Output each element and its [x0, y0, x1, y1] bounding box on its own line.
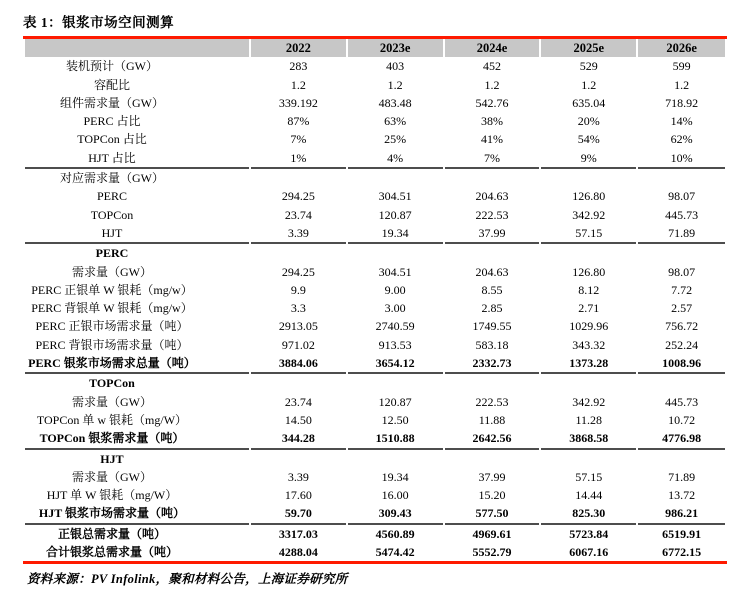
table-row [25, 504, 725, 524]
row-label: HJT [25, 224, 249, 244]
value-cell: 6067.16 [569, 545, 609, 560]
header-cell-year: 2022 [251, 39, 346, 57]
table-row [25, 374, 725, 392]
row-label: PERC 占比 [83, 114, 141, 129]
table-row [25, 244, 725, 262]
table-row [25, 57, 725, 75]
value-cell [348, 374, 443, 392]
table-row [25, 76, 725, 94]
value-cell: 4969.61 [472, 526, 512, 541]
row-label: TOPCon [89, 376, 135, 391]
value-cell: 1% [251, 149, 346, 169]
value-cell: 14.44 [575, 488, 603, 503]
table-row [25, 429, 725, 449]
table-row [25, 263, 725, 281]
value-cell: 9.00 [384, 282, 406, 297]
value-cell [348, 450, 443, 468]
value-cell: 1.2 [290, 77, 306, 92]
value-cell: 204.63 [475, 264, 509, 279]
value-cell [541, 374, 636, 392]
value-cell: 98.07 [668, 264, 696, 279]
value-cell: 1373.28 [541, 354, 636, 374]
value-cell [638, 374, 725, 392]
row-label: 需求量（GW） [71, 469, 152, 484]
value-cell: 483.48 [378, 95, 412, 110]
value-cell: 120.87 [378, 207, 412, 222]
value-cell: 23.74 [284, 207, 312, 222]
table-row [25, 169, 725, 187]
value-cell: 4288.04 [278, 545, 318, 560]
table-row [25, 224, 725, 244]
table-row [25, 149, 725, 169]
row-label: PERC 背银市场需求量（吨） [35, 337, 189, 352]
value-cell: 87% [287, 114, 310, 129]
row-label: PERC 正银市场需求量（吨） [35, 319, 189, 334]
value-cell: 5474.42 [375, 545, 415, 560]
row-label: TOPCon [90, 207, 134, 222]
row-label: 容配比 [93, 77, 130, 92]
value-cell: 2913.05 [278, 319, 318, 334]
value-cell: 343.32 [572, 337, 606, 352]
value-cell: 98.07 [668, 189, 696, 204]
row-label: 装机预计（GW） [65, 59, 158, 74]
value-cell [251, 169, 346, 187]
row-label: TOPCon 单 w 银耗（mg/W） [36, 412, 188, 427]
value-cell: 3884.06 [251, 354, 346, 374]
value-cell: 1.2 [674, 77, 690, 92]
value-cell: 14.50 [284, 412, 312, 427]
value-cell [445, 244, 540, 262]
value-cell: 542.76 [475, 95, 509, 110]
value-cell: 344.28 [251, 429, 346, 449]
value-cell: 6519.91 [662, 526, 702, 541]
value-cell: 7.72 [671, 282, 693, 297]
value-cell: 445.73 [665, 394, 699, 409]
value-cell: 37.99 [478, 469, 506, 484]
value-cell [445, 374, 540, 392]
source-note: 资料来源：PV Infolink，聚和材料公告，上海证券研究所 [27, 572, 348, 587]
row-label: HJT [100, 451, 124, 466]
value-cell: 10.72 [668, 412, 696, 427]
row-label: HJT 银浆市场需求量（吨） [25, 504, 249, 524]
row-label: HJT 占比 [25, 149, 249, 169]
table-row [25, 317, 725, 335]
value-cell: 17.60 [284, 488, 312, 503]
value-cell: 986.21 [638, 504, 725, 524]
value-cell: 8.55 [481, 282, 503, 297]
value-cell: 2642.56 [445, 429, 540, 449]
value-cell: 71.89 [668, 469, 696, 484]
value-cell: 583.18 [475, 337, 509, 352]
value-cell: 1510.88 [348, 429, 443, 449]
value-cell: 204.63 [475, 189, 509, 204]
value-cell: 529 [579, 59, 598, 74]
value-cell: 54% [577, 132, 600, 147]
value-cell: 1749.55 [472, 319, 512, 334]
row-label: PERC 银浆市场需求总量（吨） [25, 354, 249, 374]
value-cell: 294.25 [281, 189, 315, 204]
table-body [25, 57, 725, 561]
row-label: PERC [96, 189, 127, 204]
value-cell [445, 169, 540, 187]
value-cell: 2.71 [578, 301, 600, 316]
value-cell [251, 374, 346, 392]
value-cell: 38% [480, 114, 503, 129]
table-row [25, 299, 725, 317]
value-cell: 403 [386, 59, 405, 74]
value-cell: 445.73 [665, 207, 699, 222]
table-row [25, 206, 725, 224]
value-cell: 252.24 [665, 337, 699, 352]
value-cell: 19.34 [381, 469, 409, 484]
value-cell: 71.89 [638, 224, 725, 244]
value-cell: 1029.96 [569, 319, 609, 334]
table-title: 表 1：银浆市场空间测算 [23, 15, 175, 30]
row-label: 正银总需求量（吨） [57, 526, 166, 541]
value-cell [638, 450, 725, 468]
value-cell: 57.15 [575, 469, 603, 484]
value-cell: 5723.84 [569, 526, 609, 541]
value-cell: 57.15 [541, 224, 636, 244]
value-cell: 120.87 [378, 394, 412, 409]
value-cell [445, 450, 540, 468]
value-cell: 9.9 [290, 282, 306, 297]
row-label: 对应需求量（GW） [59, 171, 164, 186]
value-cell: 11.28 [575, 412, 603, 427]
value-cell: 10% [638, 149, 725, 169]
value-cell: 635.04 [572, 95, 606, 110]
row-label: PERC 背银单 W 银耗（mg/w） [31, 301, 193, 316]
row-label: 需求量（GW） [71, 394, 152, 409]
value-cell: 3317.03 [278, 526, 318, 541]
value-cell: 2740.59 [375, 319, 415, 334]
value-cell: 11.88 [478, 412, 506, 427]
row-label: TOPCon 银浆需求量（吨） [25, 429, 249, 449]
table-row [25, 130, 725, 148]
value-cell: 309.43 [348, 504, 443, 524]
header-cell-year: 2025e [541, 39, 636, 57]
value-cell: 4776.98 [638, 429, 725, 449]
table-header-row [25, 39, 725, 57]
header-cell-year: 2026e [638, 39, 725, 57]
value-cell: 20% [577, 114, 600, 129]
value-cell [348, 244, 443, 262]
value-cell: 222.53 [475, 207, 509, 222]
table-row [25, 336, 725, 354]
table-row [25, 543, 725, 561]
value-cell: 913.53 [378, 337, 412, 352]
value-cell: 63% [384, 114, 407, 129]
value-cell: 339.192 [278, 95, 318, 110]
header-cell-empty [25, 39, 249, 57]
value-cell: 3654.12 [348, 354, 443, 374]
value-cell [638, 244, 725, 262]
value-cell: 825.30 [541, 504, 636, 524]
value-cell: 41% [480, 132, 503, 147]
value-cell: 16.00 [381, 488, 409, 503]
bottom-red-rule [23, 561, 727, 564]
value-cell [638, 169, 725, 187]
table-row [25, 94, 725, 112]
value-cell: 126.80 [572, 189, 606, 204]
market-sizing-table [23, 39, 727, 561]
value-cell [348, 169, 443, 187]
value-cell: 342.92 [572, 207, 606, 222]
value-cell: 222.53 [475, 394, 509, 409]
value-cell: 5552.79 [472, 545, 512, 560]
value-cell: 62% [670, 132, 693, 147]
row-label: TOPCon 占比 [77, 132, 147, 147]
value-cell: 1.2 [581, 77, 597, 92]
value-cell: 2332.73 [445, 354, 540, 374]
value-cell: 126.80 [572, 264, 606, 279]
table-row [25, 411, 725, 429]
table-row [25, 354, 725, 374]
table-row [25, 486, 725, 504]
value-cell: 7% [290, 132, 307, 147]
row-label: PERC [95, 246, 129, 261]
header-cell-year: 2023e [348, 39, 443, 57]
value-cell: 6772.15 [662, 545, 702, 560]
header-cell-year: 2024e [445, 39, 540, 57]
value-cell: 3.39 [251, 224, 346, 244]
value-cell: 2.85 [481, 301, 503, 316]
table-row [25, 281, 725, 299]
table-row [25, 525, 725, 543]
value-cell: 3.39 [287, 469, 309, 484]
value-cell: 25% [384, 132, 407, 147]
row-label: 组件需求量（GW） [59, 95, 164, 110]
value-cell: 971.02 [281, 337, 315, 352]
value-cell: 19.34 [348, 224, 443, 244]
value-cell [251, 450, 346, 468]
value-cell: 7% [445, 149, 540, 169]
value-cell: 452 [482, 59, 501, 74]
value-cell: 9% [541, 149, 636, 169]
value-cell: 577.50 [445, 504, 540, 524]
table-header [25, 39, 725, 57]
row-label: PERC 正银单 W 银耗（mg/w） [31, 282, 193, 297]
table-row [25, 393, 725, 411]
value-cell: 3.3 [290, 301, 306, 316]
value-cell: 1.2 [387, 77, 403, 92]
value-cell: 3868.58 [541, 429, 636, 449]
value-cell: 13.72 [668, 488, 696, 503]
value-cell: 4560.89 [375, 526, 415, 541]
value-cell: 342.92 [572, 394, 606, 409]
value-cell [541, 450, 636, 468]
value-cell: 294.25 [281, 264, 315, 279]
table-row [25, 450, 725, 468]
row-label: HJT 单 W 银耗（mg/W） [46, 488, 178, 503]
value-cell: 1008.96 [638, 354, 725, 374]
value-cell: 23.74 [284, 394, 312, 409]
value-cell [251, 244, 346, 262]
value-cell: 15.20 [478, 488, 506, 503]
value-cell: 599 [672, 59, 691, 74]
value-cell: 37.99 [445, 224, 540, 244]
row-label: 需求量（GW） [71, 264, 152, 279]
value-cell: 3.00 [384, 301, 406, 316]
value-cell: 304.51 [378, 189, 412, 204]
value-cell: 304.51 [378, 264, 412, 279]
value-cell: 12.50 [381, 412, 409, 427]
value-cell: 756.72 [665, 319, 699, 334]
table-row [25, 112, 725, 130]
value-cell: 2.57 [671, 301, 693, 316]
table-row [25, 187, 725, 205]
value-cell [541, 169, 636, 187]
value-cell: 1.2 [484, 77, 500, 92]
row-label: 合计银浆总需求量（吨） [45, 545, 178, 560]
value-cell: 59.70 [251, 504, 346, 524]
value-cell: 8.12 [578, 282, 600, 297]
value-cell: 14% [670, 114, 693, 129]
value-cell: 718.92 [665, 95, 699, 110]
table-row [25, 468, 725, 486]
value-cell: 283 [289, 59, 308, 74]
value-cell [541, 244, 636, 262]
value-cell: 4% [348, 149, 443, 169]
